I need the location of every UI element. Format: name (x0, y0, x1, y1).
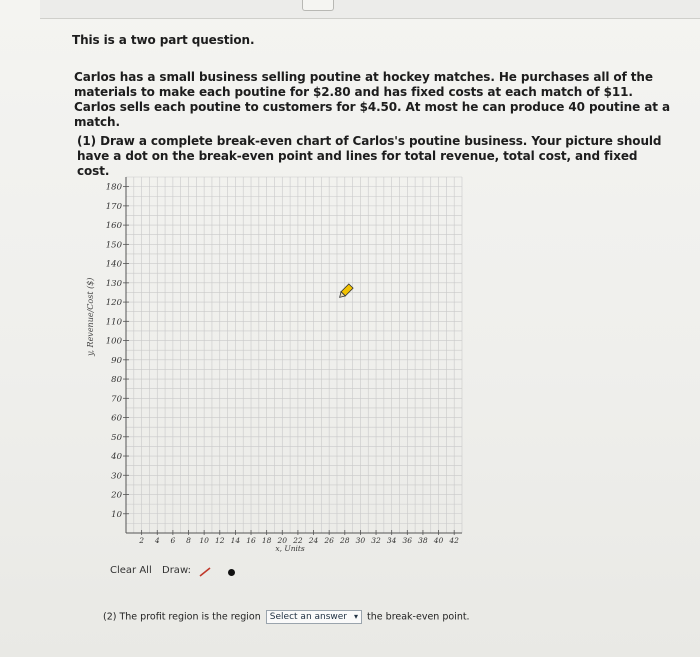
y-tick-label: 140 (105, 259, 122, 270)
x-tick-label: 2 (139, 536, 145, 545)
part2-question (103, 610, 470, 624)
x-tick-label: 42 (449, 536, 459, 545)
y-tick-label: 60 (111, 413, 122, 424)
x-tick-label: 8 (186, 536, 191, 545)
y-tick-label: 50 (111, 432, 122, 443)
x-tick-label: 28 (340, 536, 350, 545)
y-tick-label: 180 (105, 182, 122, 193)
y-tick-label: 90 (111, 355, 122, 366)
y-tick-label: 20 (111, 490, 122, 501)
chevron-down-icon: ▾ (354, 612, 359, 621)
problem-text: Carlos has a small business selling poutine at hockey matches. He purchases all of the materials to make each poutine for $2.80 and has fixed costs at each match of $11. Carlos sells each poutine to customers for $4.50. At most he can produce 40 poutine at a match. (74, 70, 670, 129)
top-frame (40, 0, 700, 19)
x-tick-label: 10 (199, 536, 209, 545)
x-tick-label: 16 (246, 536, 256, 545)
line-tool-icon[interactable] (198, 566, 212, 578)
part1-text: (1) Draw a complete break-even chart of Carlos's poutine business. Your picture should have a dot on the break-even point and lines for total revenue, total cost, and fixed cost. (77, 134, 662, 178)
y-tick-label: 110 (105, 317, 122, 328)
x-tick-label: 36 (402, 536, 413, 545)
x-tick-label: 18 (261, 536, 272, 545)
x-tick-label: 6 (170, 536, 176, 545)
pencil-cursor-icon (338, 284, 354, 300)
intro-text: This is a two part question. (72, 33, 255, 47)
y-tick-label: 40 (111, 452, 122, 463)
select-value: Select an answer (269, 612, 348, 622)
y-tick-label: 120 (105, 298, 122, 309)
dot-tool-icon[interactable] (228, 569, 235, 576)
draw-label: Draw: (162, 565, 191, 576)
y-tick-label: 80 (111, 375, 122, 386)
y-tick-label: 170 (105, 201, 122, 212)
y-tick-label: 30 (111, 471, 122, 482)
x-tick-label: 38 (418, 536, 428, 545)
clear-all-button[interactable]: Clear All (110, 565, 152, 576)
x-tick-label: 22 (293, 536, 303, 545)
y-tick-label: 160 (105, 221, 122, 232)
x-tick-label: 14 (230, 536, 241, 545)
chart-canvas[interactable] (90, 165, 470, 555)
x-tick-label: 34 (386, 536, 397, 545)
x-tick-label: 4 (154, 536, 160, 545)
y-tick-label: 150 (105, 240, 122, 251)
x-tick-label: 26 (324, 536, 334, 545)
part2-prefix: (2) The profit region is the region (103, 611, 261, 623)
x-tick-label: 30 (355, 536, 366, 545)
y-tick-label: 70 (111, 394, 122, 405)
x-tick-label: 24 (308, 536, 319, 545)
x-tick-label: 40 (433, 536, 444, 545)
top-tab (302, 0, 334, 11)
x-tick-label: 32 (371, 536, 381, 545)
y-tick-label: 10 (111, 509, 122, 520)
x-axis-label: x, Units (275, 544, 305, 553)
break-even-chart[interactable] (90, 165, 470, 555)
y-axis-label: y, Revenue/Cost ($) (86, 277, 95, 356)
y-tick-label: 130 (105, 278, 122, 289)
x-tick-label: 20 (277, 536, 288, 545)
part2-suffix: the break-even point. (367, 611, 470, 623)
x-tick-label: 12 (214, 536, 225, 545)
profit-region-select[interactable] (266, 610, 362, 624)
y-tick-label: 100 (105, 336, 122, 347)
